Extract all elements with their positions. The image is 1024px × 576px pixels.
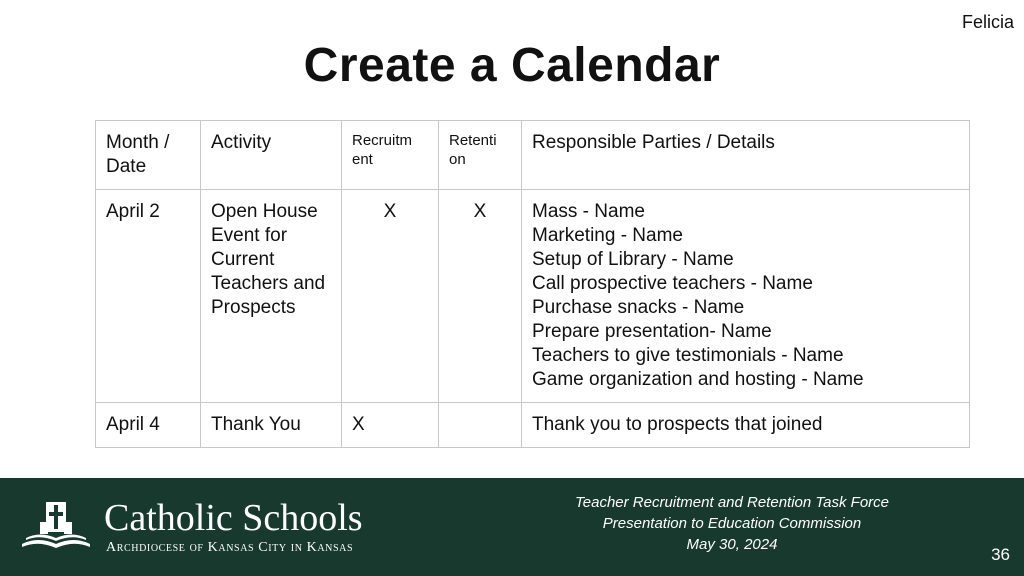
cross-book-logo-icon: [20, 500, 92, 554]
detail-line: Setup of Library - Name: [532, 249, 734, 270]
slide-title: Create a Calendar: [303, 39, 721, 92]
table-row: [96, 190, 970, 403]
detail-line: Purchase snacks - Name: [532, 297, 745, 318]
row-activity: Open House Event for Current Teachers and Prospects: [201, 190, 342, 403]
detail-line: Thank you to prospects that joined: [532, 414, 823, 435]
header-responsible-parties: Responsible Parties / Details: [522, 121, 970, 190]
row-retention: X: [439, 190, 522, 403]
detail-line: Teachers to give testimonials - Name: [532, 345, 844, 366]
page-number: 36: [991, 545, 1010, 564]
row-activity: Thank You: [201, 403, 342, 448]
calendar-table: [95, 120, 970, 448]
row-retention: [439, 403, 522, 448]
row-recruitment: X: [342, 190, 439, 403]
table-header-row: [96, 121, 970, 190]
detail-line: Call prospective teachers - Name: [532, 273, 813, 294]
detail-line: Mass - Name: [532, 201, 645, 222]
footer-caption: [552, 492, 912, 555]
header-month-date: Month / Date: [96, 121, 201, 190]
caption-line: Presentation to Education Commission: [602, 515, 862, 532]
header-activity: Activity: [201, 121, 342, 190]
header-retention: Retenti on: [439, 121, 522, 190]
row-details: [522, 403, 970, 448]
detail-line: Prepare presentation- Name: [532, 321, 772, 342]
caption-line: May 30, 2024: [686, 536, 778, 553]
caption-line: Teacher Recruitment and Retention Task Force: [574, 494, 890, 511]
row-details: [522, 190, 970, 403]
row-date: April 4: [96, 403, 201, 448]
table-row: [96, 403, 970, 448]
row-recruitment: X: [342, 403, 439, 448]
header-recruitment: Recruitm ent: [342, 121, 439, 190]
brand-subtitle: Archdiocese of Kansas City in Kansas: [106, 540, 354, 555]
brand-name: Catholic Schools: [104, 497, 363, 539]
detail-line: Game organization and hosting - Name: [532, 369, 864, 390]
detail-line: Marketing - Name: [532, 225, 683, 246]
footer-bar: [0, 478, 1024, 576]
author-name: Felicia: [961, 12, 1014, 32]
row-date: April 2: [96, 190, 201, 403]
